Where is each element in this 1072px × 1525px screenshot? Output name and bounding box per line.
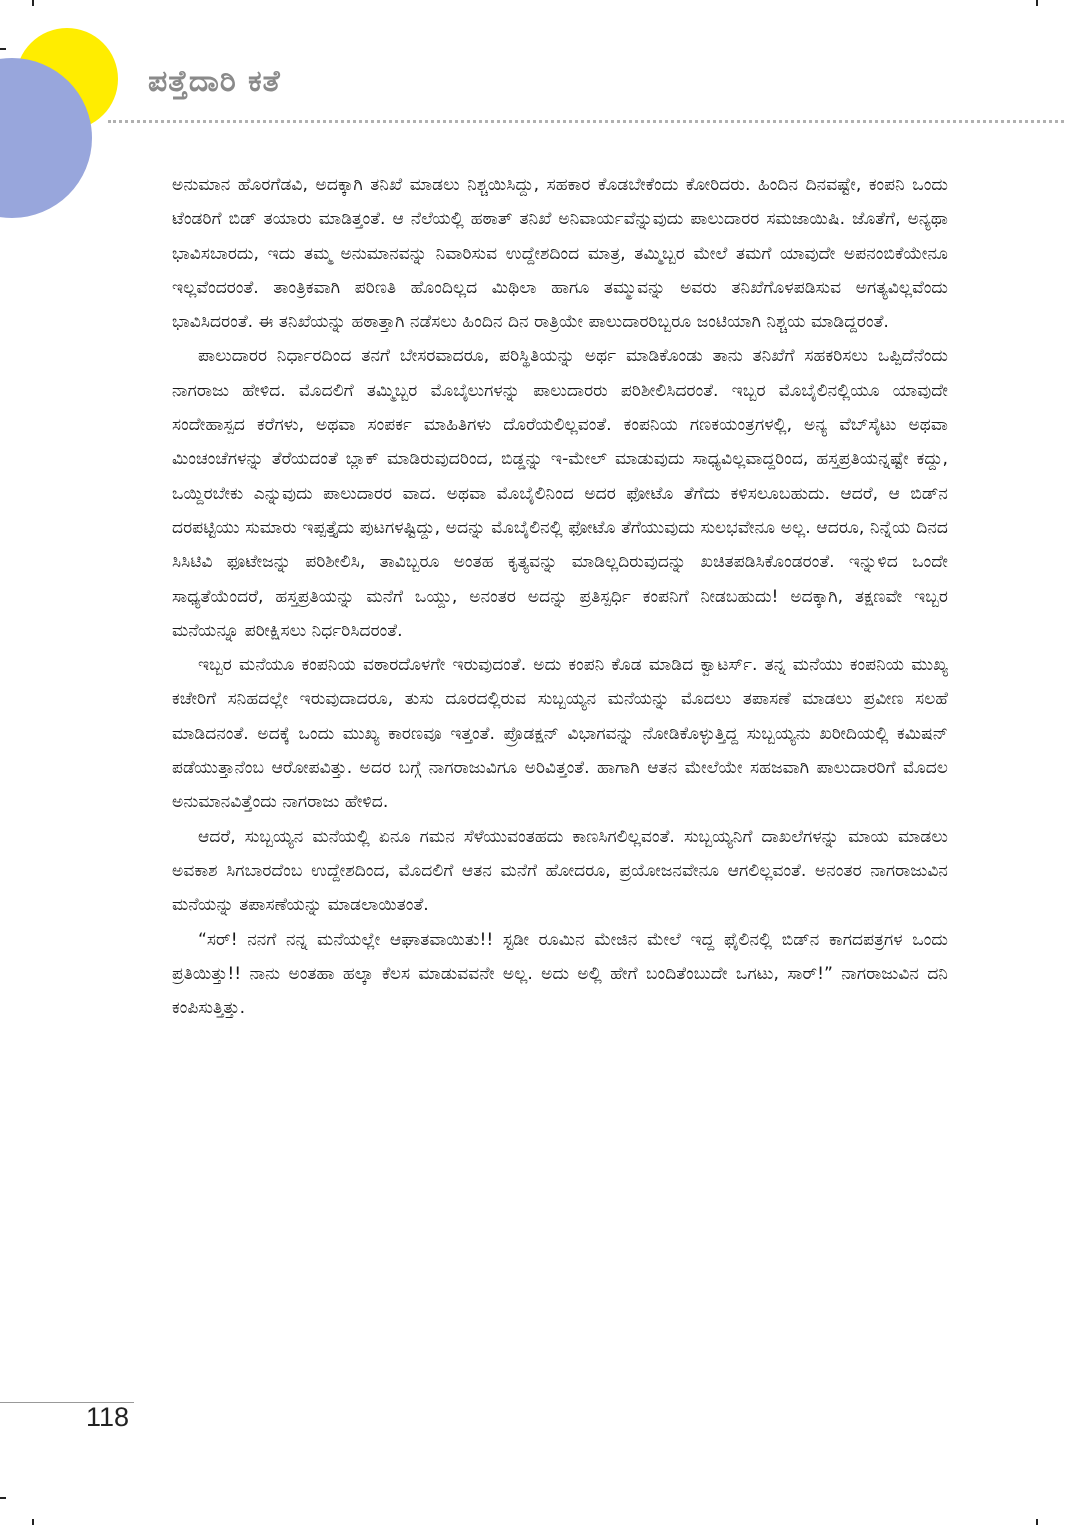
crop-mark-left-upper (0, 48, 6, 50)
paragraph: ಅನುಮಾನ ಹೊರಗೆಡವಿ, ಅದಕ್ಕಾಗಿ ತನಿಖೆ ಮಾಡಲು ನಿಶ್ಚಯಿಸಿದ್ದು, ಸಹಕಾರ ಕೊಡಬೇಕೆಂದು ಕೋರಿದರು. ಹಿಂದಿನ ದಿನವಷ್ಟೇ, ಕಂಪನಿ ಒಂದು ಟೆಂಡರಿಗೆ ಬಿಡ್ ತಯಾರು ಮಾಡಿತ್ತಂತೆ. ಆ ನೆಲೆಯಲ್ಲಿ ಹಠಾತ್ ತನಿಖೆ ಅನಿವಾರ್ಯವೆನ್ನುವುದು ಪಾಲುದಾರರ ಸಮಜಾಯಿಷಿ. ಜೊತೆಗೆ, ಅನ್ಯಥಾ ಭಾವಿಸಬಾರದು, ಇದು ತಮ್ಮ ಅನುಮಾನವನ್ನು ನಿವಾರಿಸುವ ಉದ್ದೇಶದಿಂದ ಮಾತ್ರ, ತಮ್ಮಿಬ್ಬರ ಮೇಲೆ ತಮಗೆ ಯಾವುದೇ ಅಪನಂಬಿಕೆಯೇನೂ ಇಲ್ಲವೆಂದರಂತೆ. ತಾಂತ್ರಿಕವಾಗಿ ಪರಿಣತಿ ಹೊಂದಿಲ್ಲದ ಮಿಥಿಲಾ ಹಾಗೂ ತಮ್ಮುವನ್ನು ಅವರು ತನಿಖೆಗೊಳಪಡಿಸುವ ಅಗತ್ಯವಿಲ್ಲವೆಂದು ಭಾವಿಸಿದರಂತೆ. ಈ ತನಿಖೆಯನ್ನು ಹಠಾತ್ತಾಗಿ ನಡೆಸಲು ಹಿಂದಿನ ದಿನ ರಾತ್ರಿಯೇ ಪಾಲುದಾರರಿಬ್ಬರೂ ಜಂಟಿಯಾಗಿ ನಿಶ್ಚಯ ಮಾಡಿದ್ದರಂತೆ. (172, 175, 948, 333)
crop-mark-top-right (1036, 0, 1038, 6)
paragraph: ಆದರೆ, ಸುಬ್ಬಯ್ಯನ ಮನೆಯಲ್ಲಿ ಏನೂ ಗಮನ ಸೆಳೆಯುವಂತಹದು ಕಾಣಸಿಗಲಿಲ್ಲವಂತೆ. ಸುಬ್ಬಯ್ಯನಿಗೆ ದಾಖಲೆಗಳನ್ನು ಮಾಯ ಮಾಡಲು ಅವಕಾಶ ಸಿಗಬಾರದೆಂಬ ಉದ್ದೇಶದಿಂದ, ಮೊದಲಿಗೆ ಆತನ ಮನೆಗೆ ಹೋದರೂ, ಪ್ರಯೋಜನವೇನೂ ಆಗಲಿಲ್ಲವಂತೆ. ಅನಂತರ ನಾಗರಾಜುವಿನ ಮನೆಯನ್ನು ತಪಾಸಣೆಯನ್ನು ಮಾಡಲಾಯಿತಂತೆ. (172, 826, 948, 916)
crop-mark-left-lower (0, 1497, 6, 1499)
paragraph: “ಸರ್! ನನಗೆ ನನ್ನ ಮನೆಯಲ್ಲೇ ಆಘಾತವಾಯಿತು!! ಸ್ಟಡೀ ರೂಮಿನ ಮೇಜಿನ ಮೇಲೆ ಇದ್ದ ಫೈಲಿನಲ್ಲಿ ಬಿಡ್‌ನ ಕಾಗದಪತ್ರಗಳ ಒಂದು ಪ್ರತಿಯಿತ್ತು!! ನಾನು ಅಂತಹಾ ಹಲ್ಕಾ ಕೆಲಸ ಮಾಡುವವನೇ ಅಲ್ಲ. ಅದು ಅಲ್ಲಿ ಹೇಗೆ ಬಂದಿತೆಂಬುದೇ ಒಗಟು, ಸಾರ್!” ನಾಗರಾಜುವಿನ ದನಿ ಕಂಪಿಸುತ್ತಿತ್ತು. (172, 929, 948, 1019)
paragraph: ಇಬ್ಬರ ಮನೆಯೂ ಕಂಪನಿಯ ವಠಾರದೊಳಗೇ ಇರುವುದಂತೆ. ಅದು ಕಂಪನಿ ಕೊಡ ಮಾಡಿದ ಕ್ವಾಟರ್ಸ್. ತನ್ನ ಮನೆಯು ಕಂಪನಿಯ ಮುಖ್ಯ ಕಚೇರಿಗೆ ಸನಿಹದಲ್ಲೇ ಇರುವುದಾದರೂ, ತುಸು ದೂರದಲ್ಲಿರುವ ಸುಬ್ಬಯ್ಯನ ಮನೆಯನ್ನು ಮೊದಲು ತಪಾಸಣೆ ಮಾಡಲು ಪ್ರವೀಣ ಸಲಹೆ ಮಾಡಿದನಂತೆ. ಅದಕ್ಕೆ ಒಂದು ಮುಖ್ಯ ಕಾರಣವೂ ಇತ್ತಂತೆ. ಪ್ರೊಡಕ್ಷನ್ ವಿಭಾಗವನ್ನು ನೋಡಿಕೊಳ್ಳುತ್ತಿದ್ದ ಸುಬ್ಬಯ್ಯನು ಖರೀದಿಯಲ್ಲಿ ಕಮಿಷನ್ ಪಡೆಯುತ್ತಾನೆಂಬ ಆರೋಪವಿತ್ತು. ಅದರ ಬಗ್ಗೆ ನಾಗರಾಜುವಿಗೂ ಅರಿವಿತ್ತಂತೆ. ಹಾಗಾಗಿ ಆತನ ಮೇಲೆಯೇ ಸಹಜವಾಗಿ ಪಾಲುದಾರರಿಗೆ ಮೊದಲ ಅನುಮಾನವಿತ್ತೆಂದು ನಾಗರಾಜು ಹೇಳಿದ. (172, 655, 948, 813)
header-dotted-divider (108, 120, 1064, 123)
crop-mark-bottom-right (1036, 1519, 1038, 1525)
crop-mark-bottom-left (32, 1519, 34, 1525)
body-text (172, 168, 948, 1025)
crop-mark-top-left (32, 0, 34, 6)
paragraph: ಪಾಲುದಾರರ ನಿರ್ಧಾರದಿಂದ ತನಗೆ ಬೇಸರವಾದರೂ, ಪರಿಸ್ಥಿತಿಯನ್ನು ಅರ್ಥ ಮಾಡಿಕೊಂಡು ತಾನು ತನಿಖೆಗೆ ಸಹಕರಿಸಲು ಒಪ್ಪಿದೆನೆಂದು ನಾಗರಾಜು ಹೇಳಿದ. ಮೊದಲಿಗೆ ತಮ್ಮಿಬ್ಬರ ಮೊಬೈಲುಗಳನ್ನು ಪಾಲುದಾರರು ಪರಿಶೀಲಿಸಿದರಂತೆ. ಇಬ್ಬರ ಮೊಬೈಲಿನಲ್ಲಿಯೂ ಯಾವುದೇ ಸಂದೇಹಾಸ್ಪದ ಕರೆಗಳು, ಅಥವಾ ಸಂಪರ್ಕ ಮಾಹಿತಿಗಳು ದೊರೆಯಲಿಲ್ಲವಂತೆ. ಕಂಪನಿಯ ಗಣಕಯಂತ್ರಗಳಲ್ಲಿ, ಅನ್ಯ ವೆಬ್‌ಸೈಟು ಅಥವಾ ಮಿಂಚಂಚೆಗಳನ್ನು ತೆರೆಯದಂತೆ ಬ್ಲಾಕ್ ಮಾಡಿರುವುದರಿಂದ, ಬಿಡ್ಡನ್ನು ಇ-ಮೇಲ್ ಮಾಡುವುದು ಸಾಧ್ಯವಿಲ್ಲವಾದ್ದರಿಂದ, ಹಸ್ತಪ್ರತಿಯನ್ನಷ್ಟೇ ಕದ್ದು, ಒಯ್ದಿರಬೇಕು ಎನ್ನುವುದು ಪಾಲುದಾರರ ವಾದ. ಅಥವಾ ಮೊಬೈಲಿನಿಂದ ಅದರ ಫೋಟೊ ತೆಗೆದು ಕಳಿಸಲೂಬಹುದು. ಆದರೆ, ಆ ಬಿಡ್‌ನ ದರಪಟ್ಟಿಯು ಸುಮಾರು ಇಪ್ಪತ್ತೈದು ಪುಟಗಳಷ್ಟಿದ್ದು, ಅದನ್ನು ಮೊಬೈಲಿನಲ್ಲಿ ಫೋಟೊ ತೆಗೆಯುವುದು ಸುಲಭವೇನೂ ಅಲ್ಲ. ಆದರೂ, ನಿನ್ನೆಯ ದಿನದ ಸಿಸಿಟಿವಿ ಫೂಟೇಜನ್ನು ಪರಿಶೀಲಿಸಿ, ತಾವಿಬ್ಬರೂ ಅಂತಹ ಕೃತ್ಯವನ್ನು ಮಾಡಿಲ್ಲದಿರುವುದನ್ನು ಖಚಿತಪಡಿಸಿಕೊಂಡರಂತೆ. ಇನ್ನುಳಿದ ಒಂದೇ ಸಾಧ್ಯತೆಯೆಂದರೆ, ಹಸ್ತಪ್ರತಿಯನ್ನು ಮನೆಗೆ ಒಯ್ದು, ಅನಂತರ ಅದನ್ನು ಪ್ರತಿಸ್ಪರ್ಧಿ ಕಂಪನಿಗೆ ನೀಡಬಹುದು! ಅದಕ್ಕಾಗಿ, ತಕ್ಷಣವೇ ಇಬ್ಬರ ಮನೆಯನ್ನೂ ಪರೀಕ್ಷಿಸಲು ನಿರ್ಧರಿಸಿದರಂತೆ. (172, 346, 948, 641)
page-number: 118 (86, 1402, 130, 1432)
running-header-title: ಪತ್ತೆದಾರಿ ಕತೆ (148, 64, 281, 99)
